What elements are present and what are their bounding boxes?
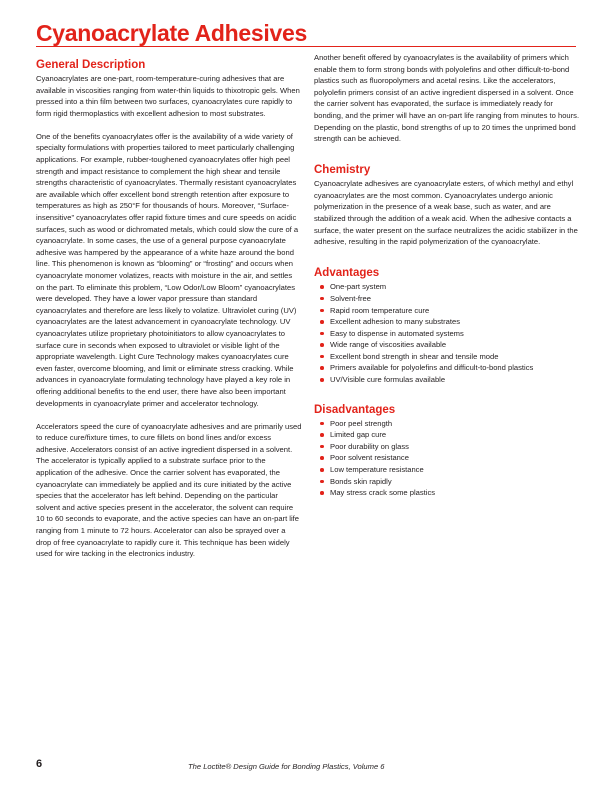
list-item: Solvent-free [314, 293, 580, 305]
bullet-icon [320, 320, 324, 324]
list-item: Low temperature resistance [314, 464, 580, 476]
title-divider [36, 46, 576, 47]
disadvantages-heading: Disadvantages [314, 403, 396, 416]
list-item: Limited gap cure [314, 429, 580, 441]
bullet-icon [320, 480, 324, 484]
left-column [36, 58, 302, 571]
list-item: UV/Visible cure formulas available [314, 374, 580, 386]
list-item: One-part system [314, 281, 580, 293]
bullet-icon [320, 309, 324, 313]
general-paragraph-2: One of the benefits cyanoacrylates offer is the availability of a wide variety of specialty formulations with properties tailored to meet particularly challenging applications. For example, rubber-toughened cyanoacrylates offer high peel strength and impact resistance to complement the high shear and tensile strengths characteristic of cyanoacrylates. Thermally resistant cyanoacrylates are available which offer excellent bond strength retention after exposure to temperatures as high as 250°F for thousands of hours. Moreover, “Surface-insensitive” cyanoacrylates offer rapid fixture times and cure speeds on acidic surfaces, such as wood or dichromated metals, which could slow the cure of a cyanoacrylate. In some cases, the use of a general purpose cyanoacrylate adhesive was hampered by the appearance of a white haze around the bond line. This phenomenon is known as “blooming” or “frosting” and occurs when cyanoacrylate monomer volatizes, reacts with moisture in the air, and settles on the part. To eliminate this problem, “Low Odor/Low Bloom” cyanoacrylates were developed. They have a lower vapor pressure than standard cyanoacrylates and therefore are less likely to volatize. Ultraviolet curing (UV) cyanoacrylates are the latest advancement in cyanoacrylate technology. UV cyanoacrylates utilize proprietary photoinitiators to allow cyanoacrylates to surface cure in seconds when exposed to ultraviolet or visible light of the appropriate wavelength. Light Cure Technology makes cyanoacrylates cure even faster, overcome blooming, and limit or eliminate stress cracking. While advances in cyanoacrylate formulating technology have played a key role in offering additional benefits to the end user, there have also been important developments in cyanoacrylate primer and accelerator technology. [36, 131, 299, 408]
list-item: May stress crack some plastics [314, 487, 580, 499]
page-title: Cyanoacrylate Adhesives [36, 20, 307, 46]
bullet-icon [320, 422, 324, 426]
list-item: Bonds skin rapidly [314, 476, 580, 488]
bullet-icon [320, 433, 324, 437]
list-item: Rapid room temperature cure [314, 305, 580, 317]
chemistry-paragraph: Cyanoacrylate adhesives are cyanoacrylate esters, of which methyl and ethyl cyanoacrylates are the most common. Cyanoacrylates undergo anionic polymerization in the presence of a weak base, such as water, and are stabilized through the addition of a weak acid. When the adhesive contacts a surface, the water present on the surface neutralizes the acidic stabilizer in the adhesive, resulting in the rapid polymerization of the cyanoacrylate. [314, 179, 578, 247]
page-number: 6 [36, 758, 43, 770]
bullet-icon [320, 285, 324, 289]
list-item: Easy to dispense in automated systems [314, 328, 580, 340]
bullet-icon [320, 445, 324, 449]
list-item: Excellent bond strength in shear and tensile mode [314, 351, 580, 363]
list-item: Poor durability on glass [314, 441, 580, 453]
bullet-icon [320, 491, 324, 495]
bullet-icon [320, 456, 324, 460]
advantages-list [314, 281, 580, 385]
general-paragraph-1: Cyanoacrylates are one-part, room-temperature-curing adhesives that are available in viscosities ranging from water-thin liquids to thixotropic gels. When pressed into a thin film between two surfaces, cyanoacrylates cure rapidly to form rigid thermoplastics with excellent adhesion to most substrates. [36, 74, 300, 118]
list-item: Primers available for polyolefins and difficult-to-bond plastics [314, 362, 580, 374]
bullet-icon [320, 366, 324, 370]
chemistry-heading: Chemistry [314, 164, 371, 177]
bullet-icon [320, 355, 324, 359]
list-item: Poor peel strength [314, 418, 580, 430]
bullet-icon [320, 468, 324, 472]
general-paragraph-4: Another benefit offered by cyanoacrylates is the availability of primers which enable them to form strong bonds with polyolefins and other difficult-to-bond plastics such as fluoropolymers and acetal resins. Like the accelerators, polyolefin primers consist of an active ingredient dispersed in a solvent. Once the carrier solvent has evaporated, the surface is immediately ready for bonding, and the primer will have an on-part life ranging from minutes to hours. Depending on the plastic, bond strengths of up to 20 times the unprimed bond strength can be achieved. [314, 53, 580, 144]
list-item: Excellent adhesion to many substrates [314, 316, 580, 328]
disadvantages-list [314, 418, 580, 499]
list-item: Poor solvent resistance [314, 452, 580, 464]
bullet-icon [320, 378, 324, 382]
advantages-heading: Advantages [314, 267, 380, 280]
general-description-heading: General Description [36, 59, 146, 71]
general-paragraph-3: Accelerators speed the cure of cyanoacrylate adhesives and are primarily used to reduce cure/fixture times, to cure fillets on bond lines and/or excess adhesive. Accelerators consist of an active ingredient dispersed in a solvent. The accelerator is typically applied to a substrate surface prior to the application of the adhesive. Once the carrier solvent has evaporated, the cyanoacrylate can immediately be applied and its cure initiated by the active species that the accelerator has left behind. Depending on the particular solvent and active species present in the accelerator, the solvent can require 10 to 60 seconds to evaporate, and the active species can have an on-part life ranging from 1 minute to 72 hours. Accelerator can also be sprayed over a drop of free cyanoacrylate to rapidly cure it. This technique has been widely used for wire tacking in the electronics industry. [36, 421, 302, 559]
bullet-icon [320, 297, 324, 301]
bullet-icon [320, 343, 324, 347]
bullet-icon [320, 332, 324, 336]
footer-title: The Loctite® Design Guide for Bonding Plastics, Volume 6 [188, 762, 385, 771]
right-column [314, 52, 580, 509]
list-item: Wide range of viscosities available [314, 339, 580, 351]
